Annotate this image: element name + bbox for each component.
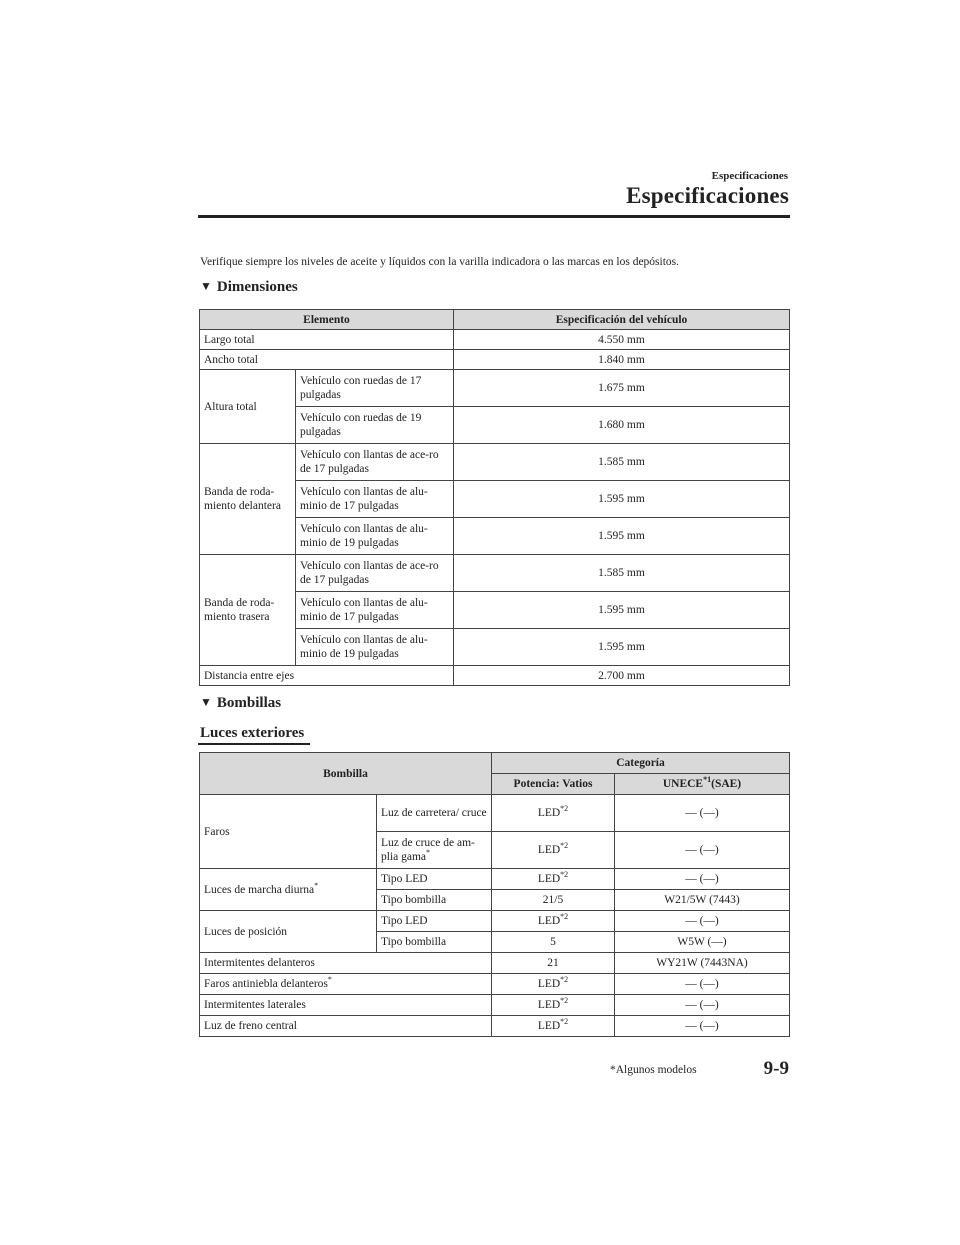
dimensions-heading — [200, 279, 298, 296]
row-unece: W21/5W (7443) — [615, 890, 790, 911]
row-value: 1.595 mm — [454, 629, 790, 666]
power-sup: *2 — [560, 912, 569, 922]
power-text: LED — [537, 978, 561, 990]
unece-text: UNECE — [662, 778, 704, 790]
row-label: Luz de freno central — [200, 1016, 492, 1037]
col-header-bulb: Bombilla — [200, 753, 492, 795]
row-unece: — (—) — [615, 911, 790, 932]
row-value: 1.595 mm — [454, 592, 790, 629]
sublabel-text: Luz de cruce de am-plia gama — [381, 837, 475, 863]
row-label: Banda de roda-miento delantera — [200, 444, 296, 555]
table-row — [200, 953, 790, 974]
table-row — [200, 1016, 790, 1037]
table-header-row — [200, 310, 790, 330]
table-row — [200, 995, 790, 1016]
power-text: LED — [537, 844, 561, 856]
row-unece: W5W (—) — [615, 932, 790, 953]
table-row — [200, 911, 790, 932]
sublabel-sup: * — [426, 848, 431, 858]
row-value: 1.840 mm — [454, 350, 790, 370]
table-row — [200, 974, 790, 995]
col-header-unece — [615, 774, 790, 795]
row-sublabel: Luz de carretera/ cruce — [377, 795, 492, 832]
dimensions-heading-text: Dimensiones — [216, 279, 298, 295]
row-label — [200, 974, 492, 995]
row-value: 1.585 mm — [454, 444, 790, 481]
table-row — [200, 666, 790, 686]
table-header-row — [200, 753, 790, 774]
header-rule — [198, 215, 790, 218]
label-text: Luces de marcha diurna — [204, 883, 315, 896]
row-power — [492, 995, 615, 1016]
power-sup: *2 — [560, 870, 569, 880]
col-header-power: Potencia: Vatios — [492, 774, 615, 795]
row-label: Intermitentes delanteros — [200, 953, 492, 974]
power-sup: *2 — [560, 1017, 569, 1027]
row-label: Faros — [200, 795, 377, 869]
table-row — [200, 869, 790, 890]
row-sublabel: Tipo bombilla — [377, 890, 492, 911]
footnote-some-models: *Algunos modelos — [610, 1064, 697, 1076]
row-sublabel: Vehículo con llantas de ace-ro de 17 pulgadas — [296, 444, 454, 481]
row-unece: — (—) — [615, 795, 790, 832]
table-row — [200, 795, 790, 832]
row-power: 21 — [492, 953, 615, 974]
dimensions-table — [199, 309, 790, 686]
power-sup: *2 — [560, 996, 569, 1006]
row-power — [492, 832, 615, 869]
row-sublabel: Vehículo con ruedas de 19 pulgadas — [296, 407, 454, 444]
bulbs-heading-text: Bombillas — [216, 695, 282, 711]
table-row — [200, 555, 790, 592]
row-sublabel: Vehículo con llantas de ace-ro de 17 pulgadas — [296, 555, 454, 592]
row-unece: — (—) — [615, 832, 790, 869]
section-label-small: Especificaciones — [711, 170, 788, 182]
row-label: Banda de roda-miento trasera — [200, 555, 296, 666]
page-title: Especificaciones — [626, 183, 789, 208]
row-sublabel: Vehículo con ruedas de 17 pulgadas — [296, 370, 454, 407]
intro-text: Verifique siempre los niveles de aceite y líquidos con la varilla indicadora o las marcas en los depósitos. — [200, 256, 680, 268]
row-sublabel — [377, 832, 492, 869]
row-power — [492, 974, 615, 995]
row-unece: — (—) — [615, 869, 790, 890]
row-power — [492, 1016, 615, 1037]
table-row — [200, 330, 790, 350]
power-text: LED — [537, 999, 561, 1011]
unece-sup: *1 — [703, 775, 712, 785]
triangle-down-icon: ▼ — [200, 695, 212, 709]
row-value: 1.585 mm — [454, 555, 790, 592]
row-label: Largo total — [200, 330, 454, 350]
table-row — [200, 350, 790, 370]
unece-suffix: (SAE) — [711, 778, 742, 790]
row-value: 1.680 mm — [454, 407, 790, 444]
row-label: Intermitentes laterales — [200, 995, 492, 1016]
row-unece: — (—) — [615, 974, 790, 995]
table-row — [200, 370, 790, 407]
power-sup: *2 — [560, 975, 569, 985]
bulbs-heading — [200, 695, 281, 712]
row-value: 2.700 mm — [454, 666, 790, 686]
power-sup: *2 — [560, 841, 569, 851]
row-label — [200, 869, 377, 911]
row-label: Ancho total — [200, 350, 454, 370]
row-sublabel: Tipo LED — [377, 869, 492, 890]
row-value: 1.675 mm — [454, 370, 790, 407]
row-sublabel: Vehículo con llantas de alu-minio de 19 pulgadas — [296, 629, 454, 666]
power-text: LED — [537, 807, 561, 819]
row-unece: WY21W (7443NA) — [615, 953, 790, 974]
exterior-lights-heading: Luces exteriores — [200, 725, 305, 741]
row-value: 4.550 mm — [454, 330, 790, 350]
row-sublabel: Vehículo con llantas de alu-minio de 17 pulgadas — [296, 592, 454, 629]
col-header-spec: Especificación del vehículo — [454, 310, 790, 330]
subheading-underline — [198, 743, 310, 745]
power-text: LED — [537, 915, 561, 927]
page-number: 9-9 — [763, 1058, 789, 1079]
power-text: LED — [537, 873, 561, 885]
power-text: LED — [537, 1020, 561, 1032]
row-value: 1.595 mm — [454, 481, 790, 518]
row-unece: — (—) — [615, 1016, 790, 1037]
row-sublabel: Tipo LED — [377, 911, 492, 932]
col-header-category: Categoría — [492, 753, 790, 774]
table-row — [200, 444, 790, 481]
row-unece: — (—) — [615, 995, 790, 1016]
row-label: Altura total — [200, 370, 296, 444]
row-label: Luces de posición — [200, 911, 377, 953]
power-sup: *2 — [560, 804, 569, 814]
label-sup: * — [314, 880, 319, 890]
row-power: 5 — [492, 932, 615, 953]
row-sublabel: Vehículo con llantas de alu-minio de 17 pulgadas — [296, 481, 454, 518]
label-sup: * — [327, 975, 332, 985]
label-text: Faros antiniebla delanteros — [204, 978, 328, 990]
row-value: 1.595 mm — [454, 518, 790, 555]
row-sublabel: Vehículo con llantas de alu-minio de 19 pulgadas — [296, 518, 454, 555]
row-sublabel: Tipo bombilla — [377, 932, 492, 953]
row-label: Distancia entre ejes — [200, 666, 454, 686]
col-header-element: Elemento — [200, 310, 454, 330]
row-power — [492, 911, 615, 932]
bulbs-table — [199, 752, 790, 1037]
row-power: 21/5 — [492, 890, 615, 911]
row-power — [492, 795, 615, 832]
row-power — [492, 869, 615, 890]
triangle-down-icon: ▼ — [200, 279, 212, 293]
